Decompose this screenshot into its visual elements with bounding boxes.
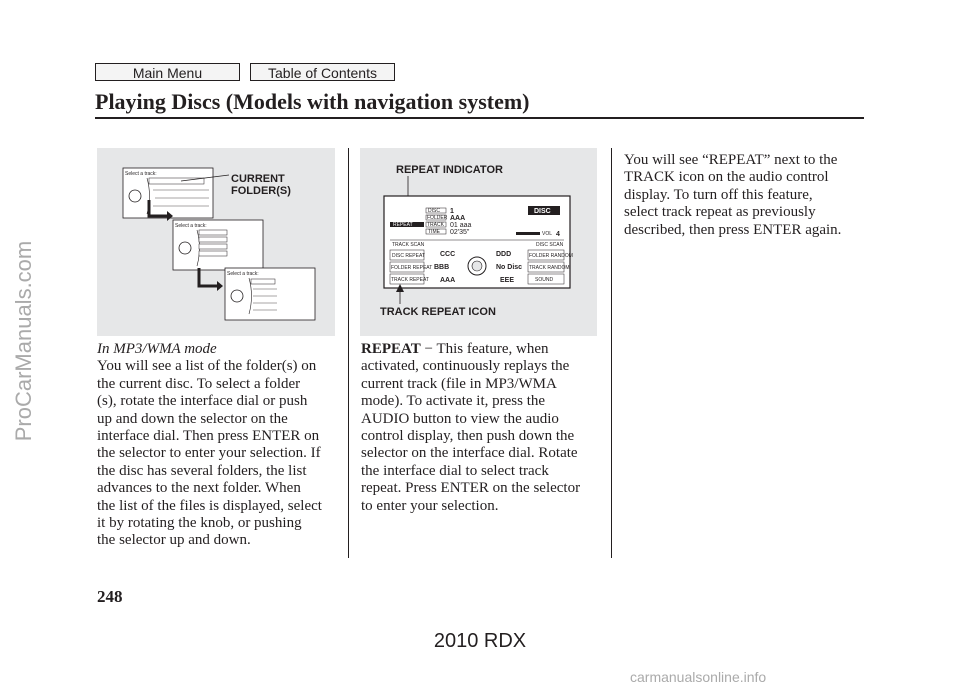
disc-repeat-button: DISC REPEAT [392, 253, 425, 259]
step-arrow-2 [199, 268, 217, 286]
repeat-heading-rest: This feature, when [436, 341, 549, 357]
left-line-4: up and down the selector on the [97, 410, 288, 427]
middle-column-text [361, 341, 580, 515]
callout-current-folder-2: FOLDER(S) [231, 185, 291, 197]
value-disc: 1 [450, 208, 454, 215]
label-track: TRACK [427, 222, 444, 228]
callout-repeat-indicator: REPEAT INDICATOR [396, 164, 503, 176]
right-line-4: select track repeat as previously [624, 204, 816, 221]
folder-list-illustration [97, 148, 335, 336]
left-line-10: it by rotating the knob, or pushing [97, 515, 302, 532]
repeat-indicator: REPEAT [393, 222, 413, 228]
label-disc: DISC [428, 208, 440, 214]
side-watermark: ProCarManuals.com [11, 240, 36, 442]
value-track: 01 aaa [450, 222, 472, 229]
disc-4-ddd: DDD [496, 251, 512, 258]
mid-line-6: selector on the interface dial. Rotate [361, 445, 578, 462]
mid-line-2: current track (file in MP3/WMA [361, 375, 557, 392]
track-random-button: TRACK RANDOM [529, 265, 570, 271]
folder-repeat-button: FOLDER REPEAT [391, 265, 433, 271]
mid-line-7: the interface dial to select track [361, 462, 549, 479]
repeat-heading: REPEAT [361, 341, 421, 357]
disc-scan-label: DISC SCAN [536, 242, 564, 248]
label-folder: FOLDER [427, 215, 448, 221]
screen-title-2: Select a track: [175, 223, 207, 229]
mid-line-4: AUDIO button to view the audio [361, 410, 559, 427]
disc-6-eee: EEE [500, 277, 515, 284]
main-menu-button[interactable]: Main Menu [95, 63, 240, 81]
right-line-3: display. To turn off this feature, [624, 186, 813, 203]
figure-caption: In MP3/WMA mode [97, 341, 217, 357]
repeat-figure [360, 148, 597, 336]
column-divider-right [611, 148, 612, 558]
disc-2-bbb: BBB [434, 264, 450, 271]
volume-value: 4 [556, 231, 560, 238]
track-scan-label: TRACK SCAN [392, 242, 425, 248]
right-line-1: You will see “REPEAT” next to the [624, 152, 838, 168]
right-line-5: described, then press ENTER again. [624, 221, 842, 238]
mid-line-1: activated, continuously replays the [361, 358, 570, 375]
label-time: TIME [428, 229, 440, 235]
left-line-2: the current disc. To select a folder [97, 375, 301, 392]
callout-current-folder-1: CURRENT [231, 173, 285, 185]
mid-line-9: to enter your selection. [361, 497, 499, 514]
track-repeat-button: TRACK REPEAT [391, 277, 429, 283]
table-of-contents-button[interactable]: Table of Contents [250, 63, 395, 81]
screen-title-1: Select a track: [125, 171, 157, 177]
screen-title-3: Select a track: [227, 271, 259, 277]
audio-display-illustration [360, 148, 597, 336]
folder-random-button: FOLDER RANDOM [529, 253, 573, 259]
mid-line-8: repeat. Press ENTER on the selector [361, 480, 581, 497]
disc-5-no-disc: No Disc [496, 264, 523, 271]
page-title: Playing Discs (Models with navigation system) [95, 89, 530, 114]
callout-track-repeat-icon: TRACK REPEAT ICON [380, 306, 496, 318]
bottom-watermark: carmanualsonline.info [630, 669, 767, 685]
left-line-5: interface dial. Then press ENTER on [97, 428, 320, 445]
left-line-11: the selector up and down. [97, 532, 251, 549]
left-line-1: You will see a list of the folder(s) on [97, 358, 317, 375]
value-time: 02'35" [450, 229, 470, 236]
track-screen-1 [123, 168, 213, 218]
right-line-2: TRACK icon on the audio control [624, 169, 829, 186]
repeat-paragraph-first-line: REPEAT − This feature, when [361, 341, 549, 357]
title-divider [95, 117, 864, 119]
column-divider-left [348, 148, 349, 558]
track-screen-2 [173, 220, 263, 270]
left-line-6: the selector to enter your selection. If [97, 445, 321, 462]
disc-3-ccc: CCC [440, 251, 456, 258]
left-line-3: (s), rotate the interface dial or push [97, 393, 308, 410]
volume-label: VOL [542, 231, 553, 237]
folder-list-figure [97, 148, 335, 336]
footer-model: 2010 RDX [433, 630, 527, 652]
left-column-text [97, 341, 322, 550]
left-line-8: advances to the next folder. When [97, 480, 301, 497]
mid-line-3: mode). To activate it, press the [361, 393, 546, 410]
left-line-9: the list of the files is displayed, select [97, 497, 322, 514]
left-line-7: the disc has several folders, the list [97, 462, 307, 479]
mid-line-5: control display, then push down the [361, 428, 575, 445]
sound-button: SOUND [535, 277, 554, 283]
right-column-text [624, 152, 841, 239]
mode-indicator: DISC [534, 208, 551, 215]
disc-1-aaa: AAA [440, 277, 456, 284]
value-folder: AAA [450, 215, 466, 222]
track-screen-3 [225, 268, 315, 320]
page-number: 248 [97, 587, 123, 606]
